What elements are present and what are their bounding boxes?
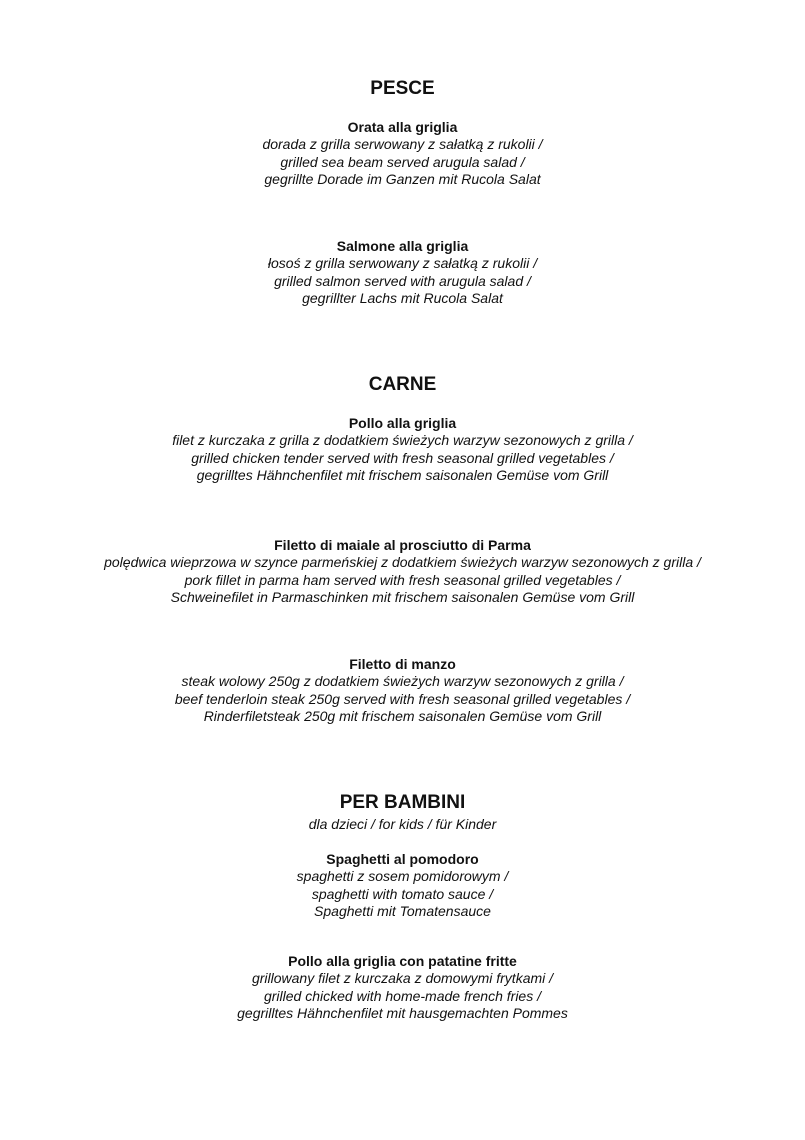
section-title-carne: CARNE: [368, 374, 437, 395]
dish-description-en: grilled chicked with home-made french fries /: [263, 987, 541, 1004]
section-subtitle-bambini: dla dzieci / for kids / für Kinder: [308, 816, 497, 832]
dish-description-de: gegrillte Dorade im Ganzen mit Rucola Salat: [264, 171, 541, 187]
dish-description-en: beef tenderloin steak 250g served with fresh seasonal grilled vegetables /: [174, 690, 631, 707]
dish-description-pl: steak wolowy 250g z dodatkiem świeżych warzyw sezonowych z grilla /: [181, 673, 624, 689]
dish-description-en: pork fillet in parma ham served with fresh seasonal grilled vegetables /: [184, 571, 621, 588]
section-title-pesce: PESCE: [370, 78, 435, 99]
dish-description-de: Rinderfiletsteak 250g mit frischem saisonalen Gemüse vom Grill: [203, 708, 602, 724]
dish-name: Pollo alla griglia: [348, 415, 457, 431]
dish-filetto-manzo: [0, 655, 805, 726]
dish-pollo-patatine: [0, 952, 805, 1023]
dish-description-de: gegrillter Lachs mit Rucola Salat: [302, 290, 503, 306]
section-title-bambini: PER BAMBINI: [339, 792, 466, 813]
dish-description-de: Spaghetti mit Tomatensauce: [314, 903, 491, 919]
dish-name: Filetto di maiale al prosciutto di Parma: [274, 537, 531, 553]
dish-description-pl: spaghetti z sosem pomidorowym /: [296, 868, 509, 884]
dish-name: Filetto di manzo: [349, 656, 456, 672]
dish-spaghetti: [0, 850, 805, 921]
dish-description-pl: polędwica wieprzowa w szynce parmeńskiej z dodatkiem świeżych warzyw sezonowych z grilla /: [104, 554, 701, 570]
dish-description-en: grilled sea beam served arugula salad /: [280, 153, 525, 170]
dish-description-pl: filet z kurczaka z grilla z dodatkiem świeżych warzyw sezonowych z grilla /: [172, 432, 633, 448]
dish-description-pl: łosoś z grilla serwowany z sałatką z rukolii /: [267, 255, 538, 271]
dish-filetto-maiale: [0, 536, 805, 607]
dish-description-de: gegrilltes Hähnchenfilet mit frischem saisonalen Gemüse vom Grill: [196, 467, 609, 483]
dish-description-pl: grillowany filet z kurczaka z domowymi frytkami /: [251, 970, 554, 986]
dish-pollo: [0, 414, 805, 485]
dish-description-de: gegrilltes Hähnchenfilet mit hausgemachten Pommes: [237, 1005, 568, 1021]
dish-description-en: grilled chicken tender served with fresh seasonal grilled vegetables /: [191, 449, 614, 466]
dish-description-en: grilled salmon served with arugula salad /: [274, 272, 531, 289]
dish-name: Orata alla griglia: [347, 119, 458, 135]
dish-name: Spaghetti al pomodoro: [326, 851, 479, 867]
dish-orata: [0, 118, 805, 189]
dish-description-de: Schweinefilet in Parmaschinken mit frischem saisonalen Gemüse vom Grill: [170, 589, 635, 605]
dish-name: Salmone alla griglia: [336, 238, 469, 254]
dish-name: Pollo alla griglia con patatine fritte: [288, 953, 517, 969]
dish-salmone: [0, 237, 805, 308]
dish-description-en: spaghetti with tomato sauce /: [311, 885, 494, 902]
dish-description-pl: dorada z grilla serwowany z sałatką z rukolii /: [262, 136, 543, 152]
